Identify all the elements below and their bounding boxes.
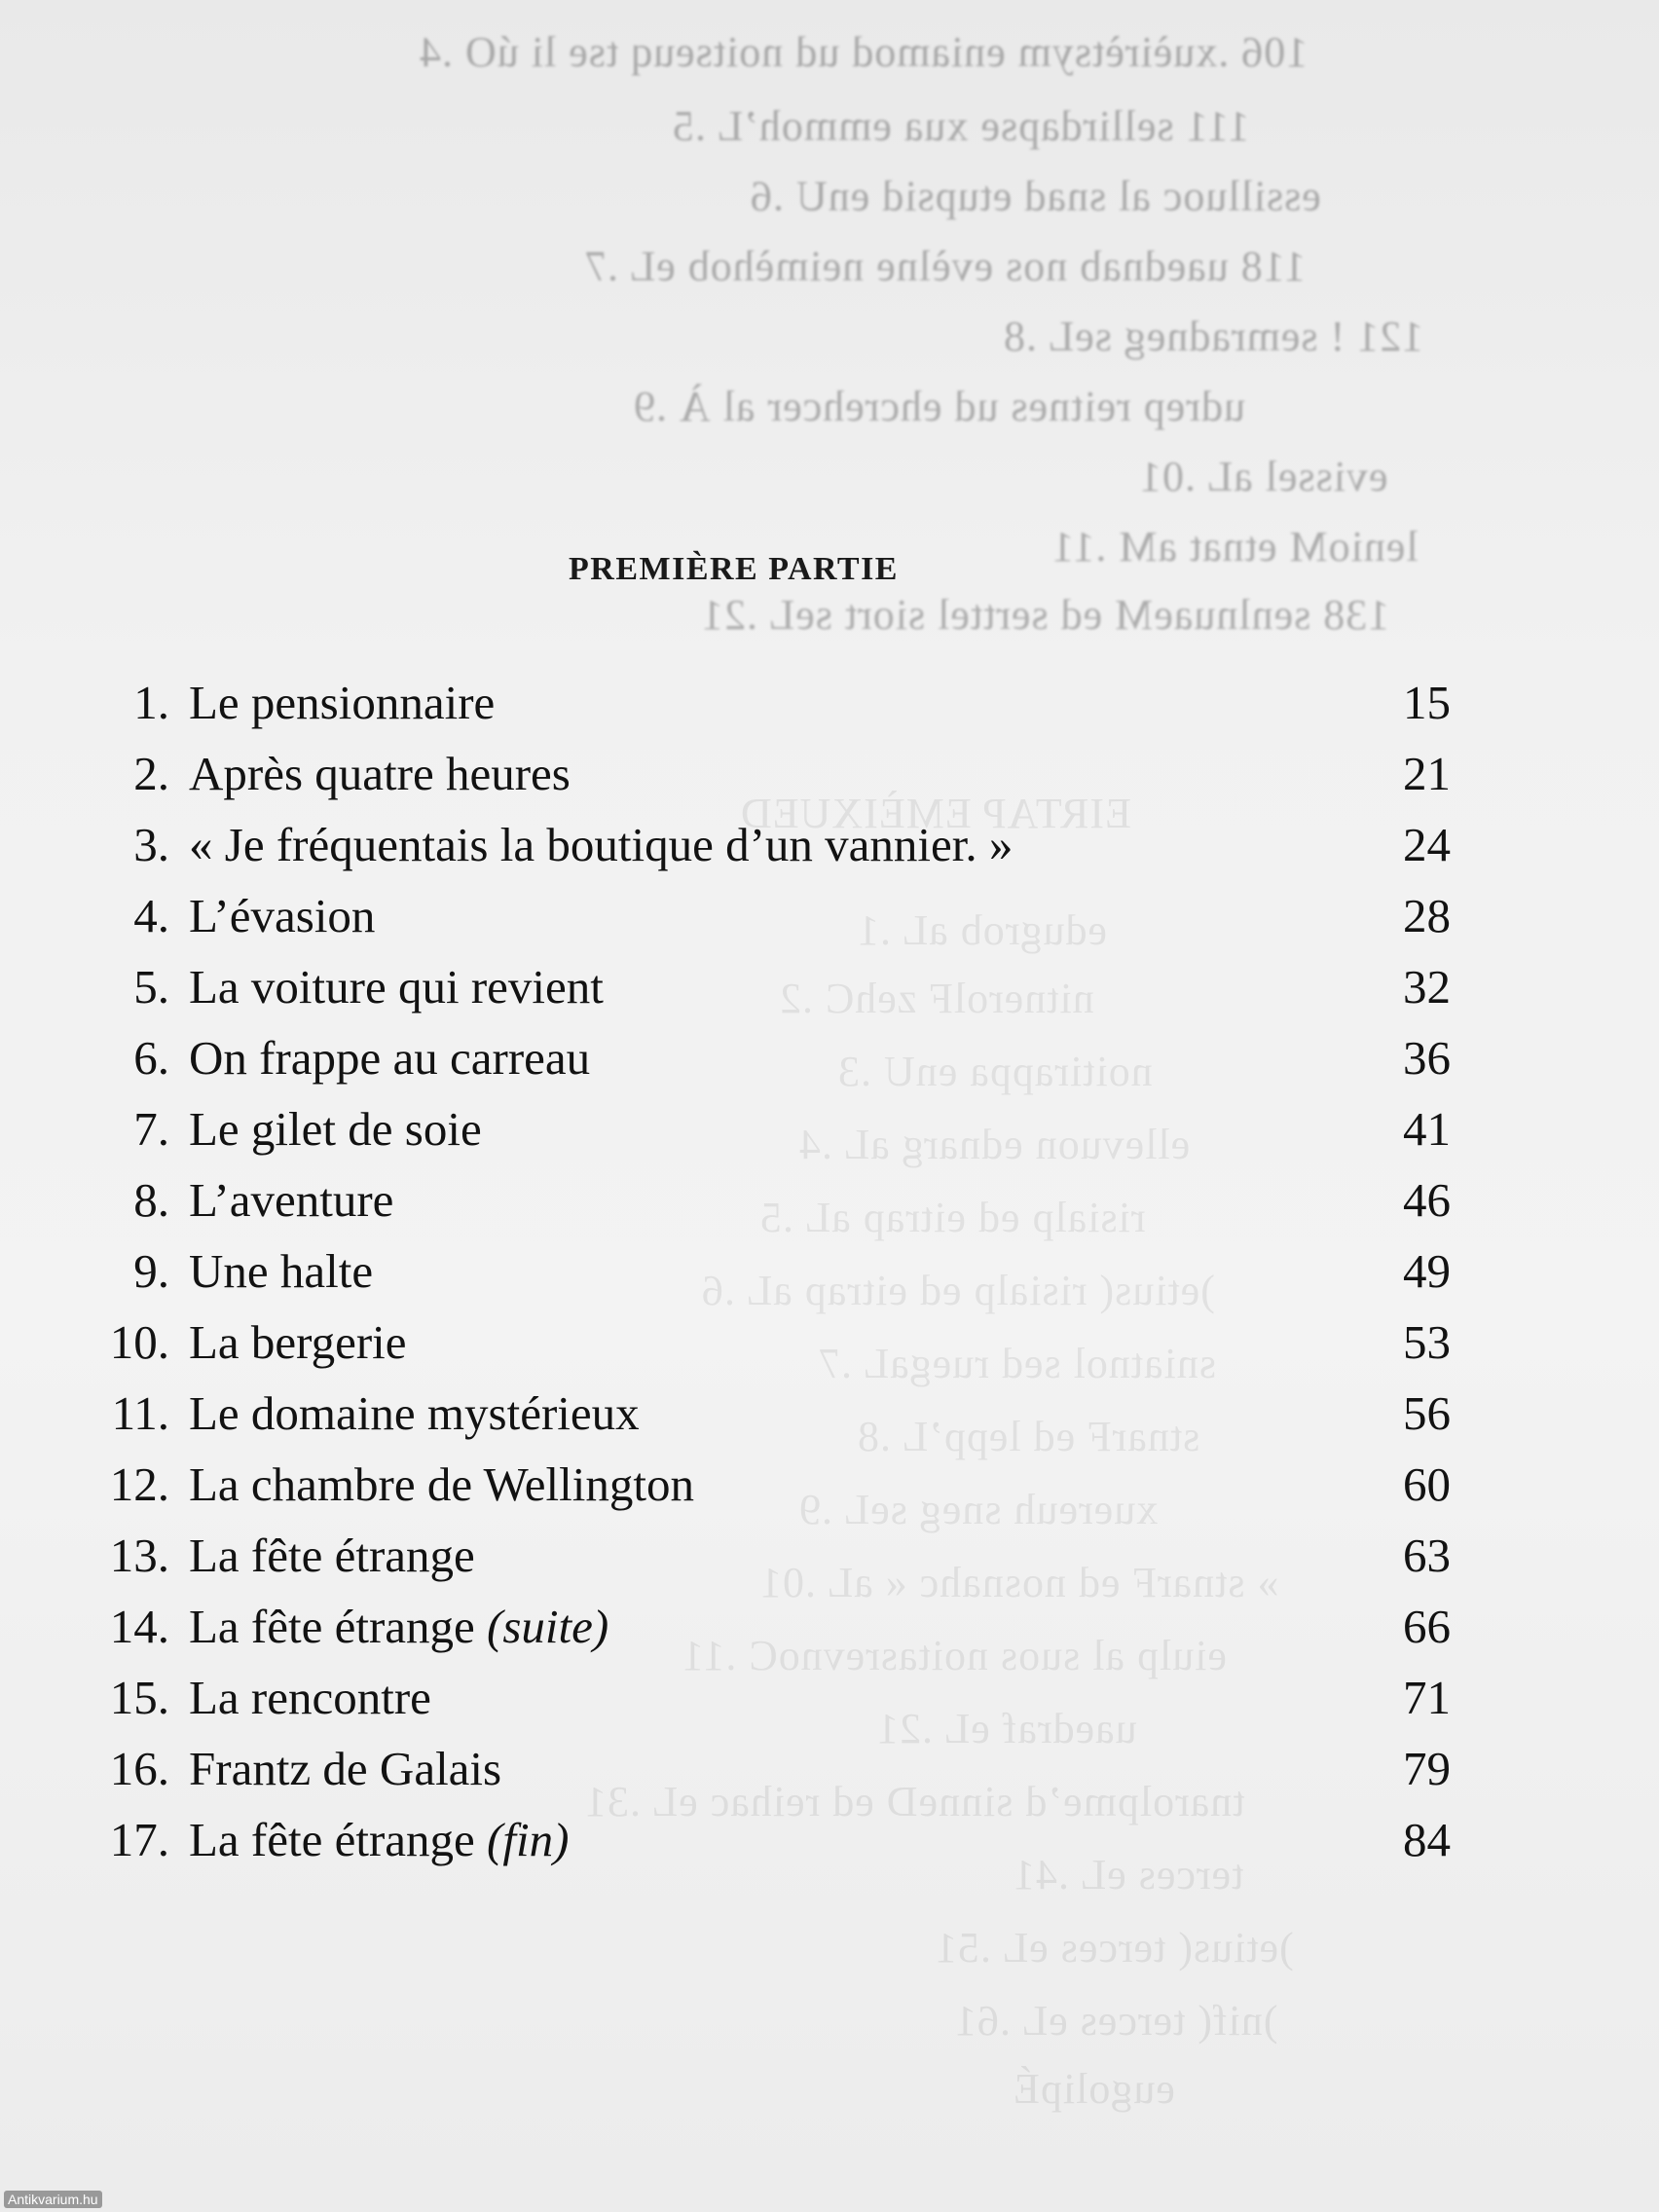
bleed-through-line: 111 sellirdapse xua emmoh’L .5 bbox=[672, 102, 1250, 150]
bleed-through-line: terces eL .41 bbox=[1013, 1851, 1244, 1899]
chapter-title: Le domaine mystérieux bbox=[189, 1386, 640, 1440]
bleed-through-line: stnarF ed lepp’L .8 bbox=[857, 1413, 1200, 1460]
chapter-title: On frappe au carreau bbox=[189, 1031, 591, 1085]
page-number: 41 bbox=[1403, 1102, 1451, 1156]
toc-entry bbox=[88, 1806, 1451, 1874]
page-number: 66 bbox=[1403, 1600, 1451, 1653]
toc-entry bbox=[88, 1380, 1451, 1448]
bleed-through-line: )etius( terces eL .51 bbox=[935, 1924, 1294, 1972]
bleed-through-line: nitnerolF zehC .2 bbox=[779, 975, 1094, 1022]
page-number: 79 bbox=[1403, 1742, 1451, 1795]
toc-entry bbox=[88, 740, 1451, 808]
toc-entry bbox=[88, 1522, 1451, 1590]
chapter-title-suffix: (fin) bbox=[487, 1813, 570, 1866]
chapter-title: La bergerie bbox=[189, 1315, 407, 1369]
bleed-through-line: udrep reitnes ud ehcrehcer al À .9 bbox=[633, 383, 1245, 430]
bleed-through-line: ellevuon ednarg aL .4 bbox=[798, 1121, 1191, 1168]
chapter-number: 8. bbox=[133, 1173, 169, 1227]
toc-entry bbox=[88, 1237, 1451, 1306]
bleed-through-line: eugolipÉ bbox=[1013, 2065, 1175, 2113]
toc-entry bbox=[88, 1024, 1451, 1092]
bleed-through-line: evissel aL .01 bbox=[1139, 453, 1388, 500]
bleed-through-line: )etius( risialp ed eitrap aL .6 bbox=[701, 1267, 1215, 1314]
chapter-title: La fête étrange (suite) bbox=[189, 1600, 609, 1653]
page-number: 84 bbox=[1403, 1813, 1451, 1866]
chapter-title: La chambre de Wellington bbox=[189, 1457, 694, 1511]
toc-entry bbox=[88, 811, 1451, 879]
page-number: 32 bbox=[1403, 960, 1451, 1014]
page-number: 63 bbox=[1403, 1529, 1451, 1582]
chapter-title: La fête étrange (fin) bbox=[189, 1813, 570, 1866]
chapter-number: 16. bbox=[109, 1742, 169, 1795]
bleed-through-line: 106 .xuèirètsym eniamod ud noitseuq tse li úO .4 bbox=[419, 28, 1309, 76]
toc-entry bbox=[88, 953, 1451, 1021]
chapter-number: 2. bbox=[133, 747, 169, 800]
page-number: 24 bbox=[1403, 818, 1451, 871]
chapter-title: Après quatre heures bbox=[189, 747, 571, 800]
bleed-through-line: xuereuh sneg seL .9 bbox=[798, 1486, 1159, 1533]
toc-entry bbox=[88, 1451, 1451, 1519]
bleed-through-line: uaedraf eL .21 bbox=[876, 1705, 1137, 1752]
chapter-number: 13. bbox=[109, 1529, 169, 1582]
chapter-number: 7. bbox=[133, 1102, 169, 1156]
bleed-through-line: edugrob aL .1 bbox=[857, 906, 1107, 954]
chapter-number: 14. bbox=[109, 1600, 169, 1653]
bleed-through-line: 121 ! semradneg seL .8 bbox=[1003, 313, 1424, 360]
toc-entry bbox=[88, 669, 1451, 737]
toc-entry bbox=[88, 1664, 1451, 1732]
page-number: 36 bbox=[1403, 1031, 1451, 1085]
bleed-through-line: risialp ed eitrap aL .5 bbox=[759, 1194, 1146, 1241]
toc-entry bbox=[88, 1735, 1451, 1803]
bleed-through-line: sniatnol sed ruegaL .7 bbox=[818, 1340, 1216, 1387]
bleed-through-line: EIRTAP EMÈIXUED bbox=[740, 790, 1131, 837]
toc-entry bbox=[88, 1309, 1451, 1377]
chapter-title-suffix: (suite) bbox=[487, 1600, 609, 1653]
bleed-through-line: 118 uaednab nos evèlne neimèhob eL .7 bbox=[584, 242, 1307, 290]
page-number: 46 bbox=[1403, 1173, 1451, 1227]
chapter-number: 6. bbox=[133, 1031, 169, 1085]
page-number: 28 bbox=[1403, 889, 1451, 942]
chapter-title: La fête étrange bbox=[189, 1529, 475, 1582]
page-number: 49 bbox=[1403, 1244, 1451, 1298]
bleed-through-line: )nif( terces eL .61 bbox=[954, 1997, 1278, 2045]
bleed-through-line: » stnarF ed nosnahc « aL .01 bbox=[759, 1559, 1279, 1606]
watermark: Antikvarium.hu bbox=[4, 2191, 102, 2208]
chapter-title: Le pensionnaire bbox=[189, 676, 496, 729]
chapter-number: 3. bbox=[133, 818, 169, 871]
chapter-number: 10. bbox=[109, 1315, 169, 1369]
chapter-number: 4. bbox=[133, 889, 169, 942]
chapter-number: 15. bbox=[109, 1671, 169, 1724]
page-number: 53 bbox=[1403, 1315, 1451, 1369]
chapter-title: La rencontre bbox=[189, 1671, 431, 1724]
page-number: 15 bbox=[1403, 676, 1451, 729]
toc-entry bbox=[88, 1593, 1451, 1661]
chapter-title: L’aventure bbox=[189, 1173, 394, 1227]
chapter-number: 17. bbox=[109, 1813, 169, 1866]
toc-entry bbox=[88, 1166, 1451, 1235]
bleed-through-line: noitirappa enU .3 bbox=[837, 1048, 1153, 1095]
bleed-through-line: eiulp al suos noitasrevnoC .11 bbox=[682, 1632, 1227, 1679]
page-number: 60 bbox=[1403, 1457, 1451, 1511]
bleed-through-line: tnarolpme’d sinneD ed reihac eL .31 bbox=[584, 1778, 1245, 1825]
chapter-number: 5. bbox=[133, 960, 169, 1014]
chapter-title: Le gilet de soie bbox=[189, 1102, 482, 1156]
chapter-number: 12. bbox=[109, 1457, 169, 1511]
chapter-number: 9. bbox=[133, 1244, 169, 1298]
section-heading: PREMIÈRE PARTIE bbox=[569, 551, 899, 587]
chapter-title: Une halte bbox=[189, 1244, 374, 1298]
page-number: 71 bbox=[1403, 1671, 1451, 1724]
chapter-number: 11. bbox=[111, 1386, 169, 1440]
bleed-through-line: 138 senlnuaeM ed serttel siort seL .21 bbox=[701, 591, 1390, 639]
toc-entry bbox=[88, 882, 1451, 950]
chapter-title: L’évasion bbox=[189, 889, 376, 942]
toc-entry bbox=[88, 1095, 1451, 1163]
chapter-title: Frantz de Galais bbox=[189, 1742, 502, 1795]
chapter-title: La voiture qui revient bbox=[189, 960, 604, 1014]
chapter-title: « Je fréquentais la boutique d’un vannier. » bbox=[189, 818, 1014, 871]
page-number: 21 bbox=[1403, 747, 1451, 800]
bleed-through-line: essilluoc al snad etupsid enU .6 bbox=[750, 172, 1321, 220]
chapter-number: 1. bbox=[133, 676, 169, 729]
bleed-through-line: lenioM etnat aM .11 bbox=[1051, 523, 1419, 571]
page-number: 56 bbox=[1403, 1386, 1451, 1440]
